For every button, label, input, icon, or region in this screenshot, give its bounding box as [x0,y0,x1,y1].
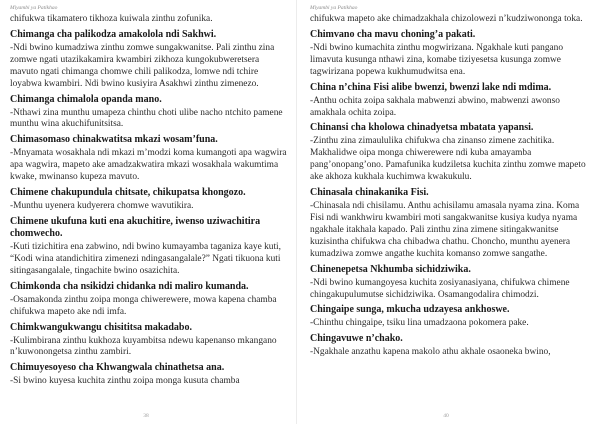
proverb-entry [10,281,288,319]
proverb-entry [10,216,288,278]
right-lead-text: chifukwa mapeto ake chimadzakhala chizolowezi n’kudziwononga toka. [310,14,583,24]
page-gutter [296,0,297,424]
proverb-entry [310,82,588,120]
proverb-entry [10,187,288,213]
proverb-title: Chimene chakupundula chitsate, chikupatsa khongozo. [10,187,246,199]
proverb-explanation: -Kuti tizichitira ena zabwino, ndi bwino kumayamba taganiza kaye kuti, “Kodi wina atandichitira zimenezi ndingasangalale?” Ngati tikuona kuti sitingasangalale, tingachite bwino osazichita. [10,241,282,276]
proverb-entry [310,122,588,184]
proverb-explanation: -Chinthu chingaipe, tsiku lina umadzaona pokomera pake. [310,318,529,329]
proverb-title: Chimanga chimalola opanda mano. [10,93,162,105]
proverb-title: Chimanga cha palikodza amakolola ndi Sakhwi. [10,28,217,40]
proverb-explanation: -Osamakonda zinthu zoipa monga chiwerewere, mowa kapena chamba chifukwa mapeto ake ndi imfa. [10,294,277,317]
proverb-entry [310,29,588,79]
proverb-entry [310,304,588,330]
proverb-title: Chimene ukufuna kuti ena akuchitire, iwenso uziwachitira chomwecho. [10,215,261,239]
proverb-entry [310,187,588,261]
proverb-title: Chingavuwe n’chako. [310,333,403,345]
proverb-explanation: -Ndi bwino kumangoyesa kuchita zosiyanasiyana, chifukwa chimene chingakupulumutse sichidziwika. Osamangodalira chimodzi. [310,277,570,300]
proverb-title: Chingaipe sunga, mkucha udzayesa ankhoswe. [310,304,510,316]
proverb-entry [10,29,288,91]
left-running-header: Miyambi ya Patikhao [10,5,58,11]
proverb-explanation: -Ngakhale anzathu kapena makolo athu akhale osaoneka bwino, [310,347,551,358]
proverb-entry [10,94,288,132]
left-page-number: 38 [143,413,149,419]
left-page-body [10,14,288,388]
left-lead-text: chifukwa tikamatero tikhoza kuiwala zinthu zofunika. [10,14,213,24]
proverb-explanation: -Ndi bwino kumadziwa zinthu zomwe sungakwanitse. Pali zinthu zina zomwe ngati utazikakamira kwambiri zikhoza kungokubweretsera mavuto ngati chimanga chomwe chili palikodza, lomwe ndi tchire loyabwa kwambiri. Ndi bwino kusiyira Asakhwi zinthu zimenezo. [10,42,275,89]
proverb-title: Chinasala chinakanika Fisi. [310,187,429,199]
left-page [0,0,292,424]
proverb-title: Chimkwangukwangu chisititsa makadabo. [10,321,192,333]
right-page [300,0,592,424]
proverb-entry [10,322,288,360]
proverb-explanation: -Mnyamata wosakhala ndi mkazi m’modzi koma kumangoti apa wagwira apa wagwira, mapeto ake amadzakwatira mkazi wosakhala wakumtima kwake, mwinanso kupeza mavuto. [10,148,287,183]
right-page-number: 40 [443,413,449,419]
proverb-title: Chimvano cha mavu choning’a pakati. [310,28,476,40]
proverb-title: Chimkonda cha nsikidzi chidanka ndi maliro kumanda. [10,280,249,292]
proverb-explanation: -Munthu uyenera kudyerera chomwe wavutikira. [10,201,194,212]
proverb-explanation: -Chinasala ndi chisilamu. Anthu achisilamu amasala nyama zina. Koma Fisi ndi wankhwiru kwambiri moti sangakwanitse kusiya kudya nyama ngakhale itakhala kapado. Pali zinthu zina zimene sitingakwanitse kuzisintha chifukwa cha chibadwa chathu. Choncho, munthu ayenera kumadziwa zomwe angathe kuchita komanso zomwe sangathe. [310,201,580,259]
proverb-title: Chimuyesoyeso cha Khwangwala chinathetsa ana. [10,362,225,374]
right-page-body [310,14,588,359]
right-running-header: Miyambi ya Patikhao [310,5,358,11]
proverb-entry [310,264,588,302]
proverb-title: Chinansi cha kholowa chinadyetsa mbatata yapansi. [310,122,534,134]
proverb-entry [10,362,288,388]
proverb-title: Chimasomaso chinakwatitsa mkazi wosam’funa. [10,134,218,146]
proverb-explanation: -Nthawi zina munthu umapeza chinthu choti ulibe nacho ntchito pamene munthu wina akuchifunitsitsa. [10,107,283,130]
proverb-entry [10,134,288,184]
proverb-explanation: -Kulimbirana zinthu kukhoza kuyambitsa ndewu kapenanso mkangano n’kuwonongetsa zinthu zambiri. [10,335,277,358]
proverb-entry [310,333,588,359]
proverb-title: Chinenepetsa Nkhumba sichidziwika. [310,263,471,275]
proverb-explanation: -Si bwino kuyesa kuchita zinthu zoipa monga kusuta chamba [10,376,240,387]
proverb-explanation: -Anthu ochita zoipa sakhala mabwenzi abwino, mabwenzi awonso amakhala ochita zoipa. [310,95,560,118]
proverb-explanation: -Ndi bwino kumachita zinthu mogwirizana. Ngakhale kuti pangano limavuta kusunga nthawi zina, komabe tiziyesetsa kusunga zomwe tagwirizana popewa kukhumudwitsa ena. [310,42,564,77]
proverb-explanation: -Zinthu zina zimaululika chifukwa cha zinanso zimene zachitika. Makhalidwe oipa monga chiwerewere ndi kuba amayamba pang’onopang’ono. Pamafunika kudziletsa kuchita zinthu zomwe mapeto ake akhoza kukhala kuchimwa kwakukulu. [310,136,586,183]
proverb-title: China n’china Fisi alibe bwenzi, bwenzi lake ndi mdima. [310,81,552,93]
